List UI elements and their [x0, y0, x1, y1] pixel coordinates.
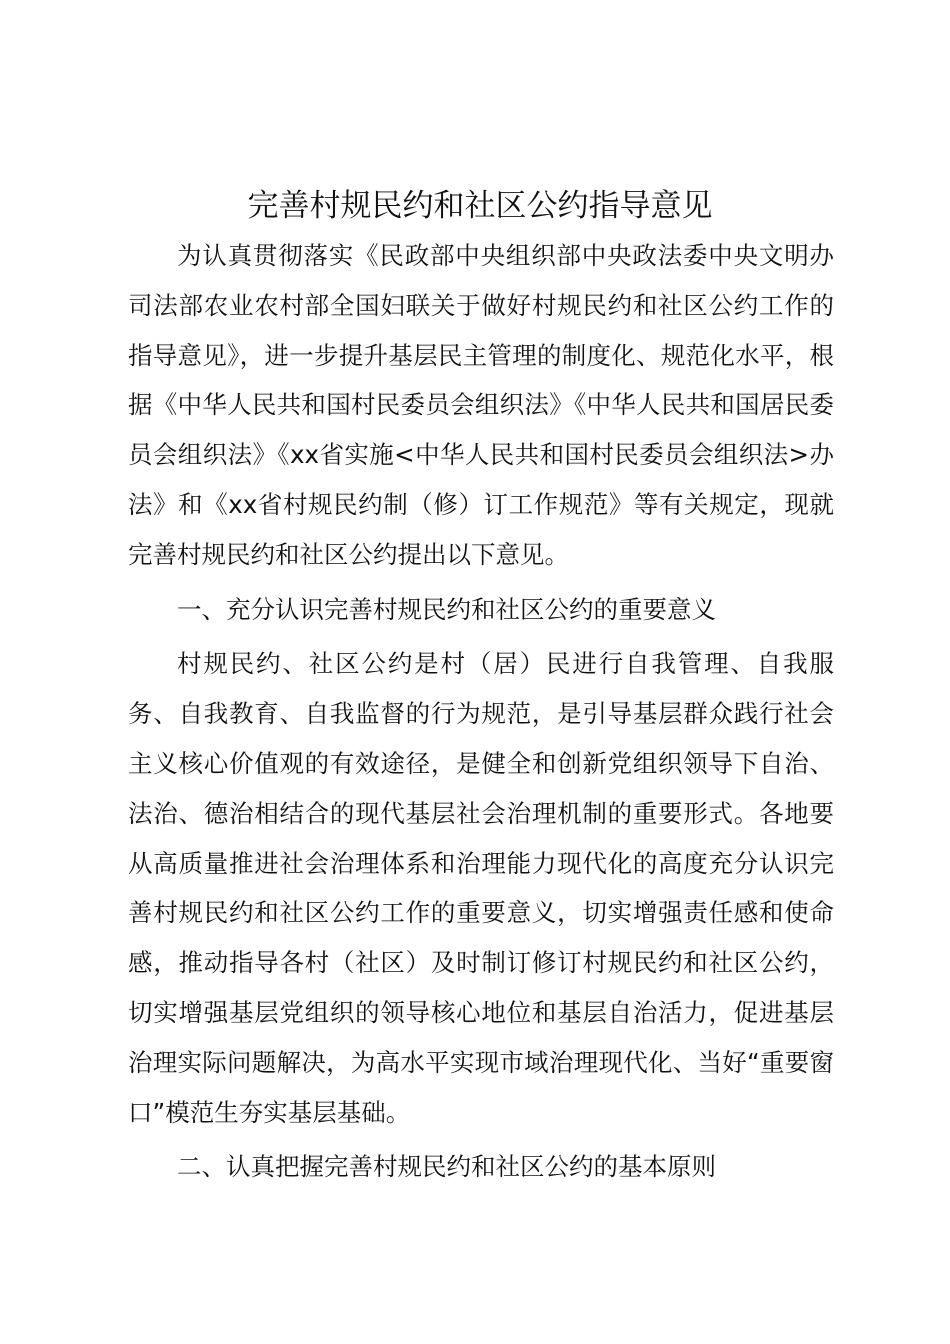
intro-paragraph: 为认真贯彻落实《民政部中央组织部中央政法委中央文明办司法部农业农村部全国妇联关于做好村规民约和社区公约工作的指导意见》，进一步提升基层民主管理的制度化、规范化水平，根据《中华人民共和国村民委员会组织法》《中华人民共和国居民委员会组织法》《xx省实施<中华人民共和国村民委员会组织法>办法》和《xx省村规民约制（修）订工作规范》等有关规定，现就完善村规民约和社区公约提出以下意见。 [128, 241, 834, 569]
section-heading-2: 二、认真把握完善村规民约和社区公约的基本原则 [177, 1152, 716, 1182]
document-body [128, 231, 834, 1192]
section-1-paragraph: 村规民约、社区公约是村（居）民进行自我管理、自我服务、自我教育、自我监督的行为规范，是引导基层群众践行社会主义核心价值观的有效途径，是健全和创新党组织领导下自治、法治、德治相结合的现代基层社会治理机制的重要形式。各地要从高质量推进社会治理体系和治理能力现代化的高度充分认识完善村规民约和社区公约工作的重要意义，切实增强责任感和使命感，推动指导各村（社区）及时制订修订村规民约和社区公约，切实增强基层党组织的领导核心地位和基层自治活力，促进基层治理实际问题解决，为高水平实现市域治理现代化、当好“重要窗口”模范生夯实基层基础。 [128, 649, 834, 1127]
section-heading-1: 一、充分认识完善村规民约和社区公约的重要意义 [177, 594, 716, 624]
document-title: 完善村规民约和社区公约指导意见 [247, 188, 713, 224]
